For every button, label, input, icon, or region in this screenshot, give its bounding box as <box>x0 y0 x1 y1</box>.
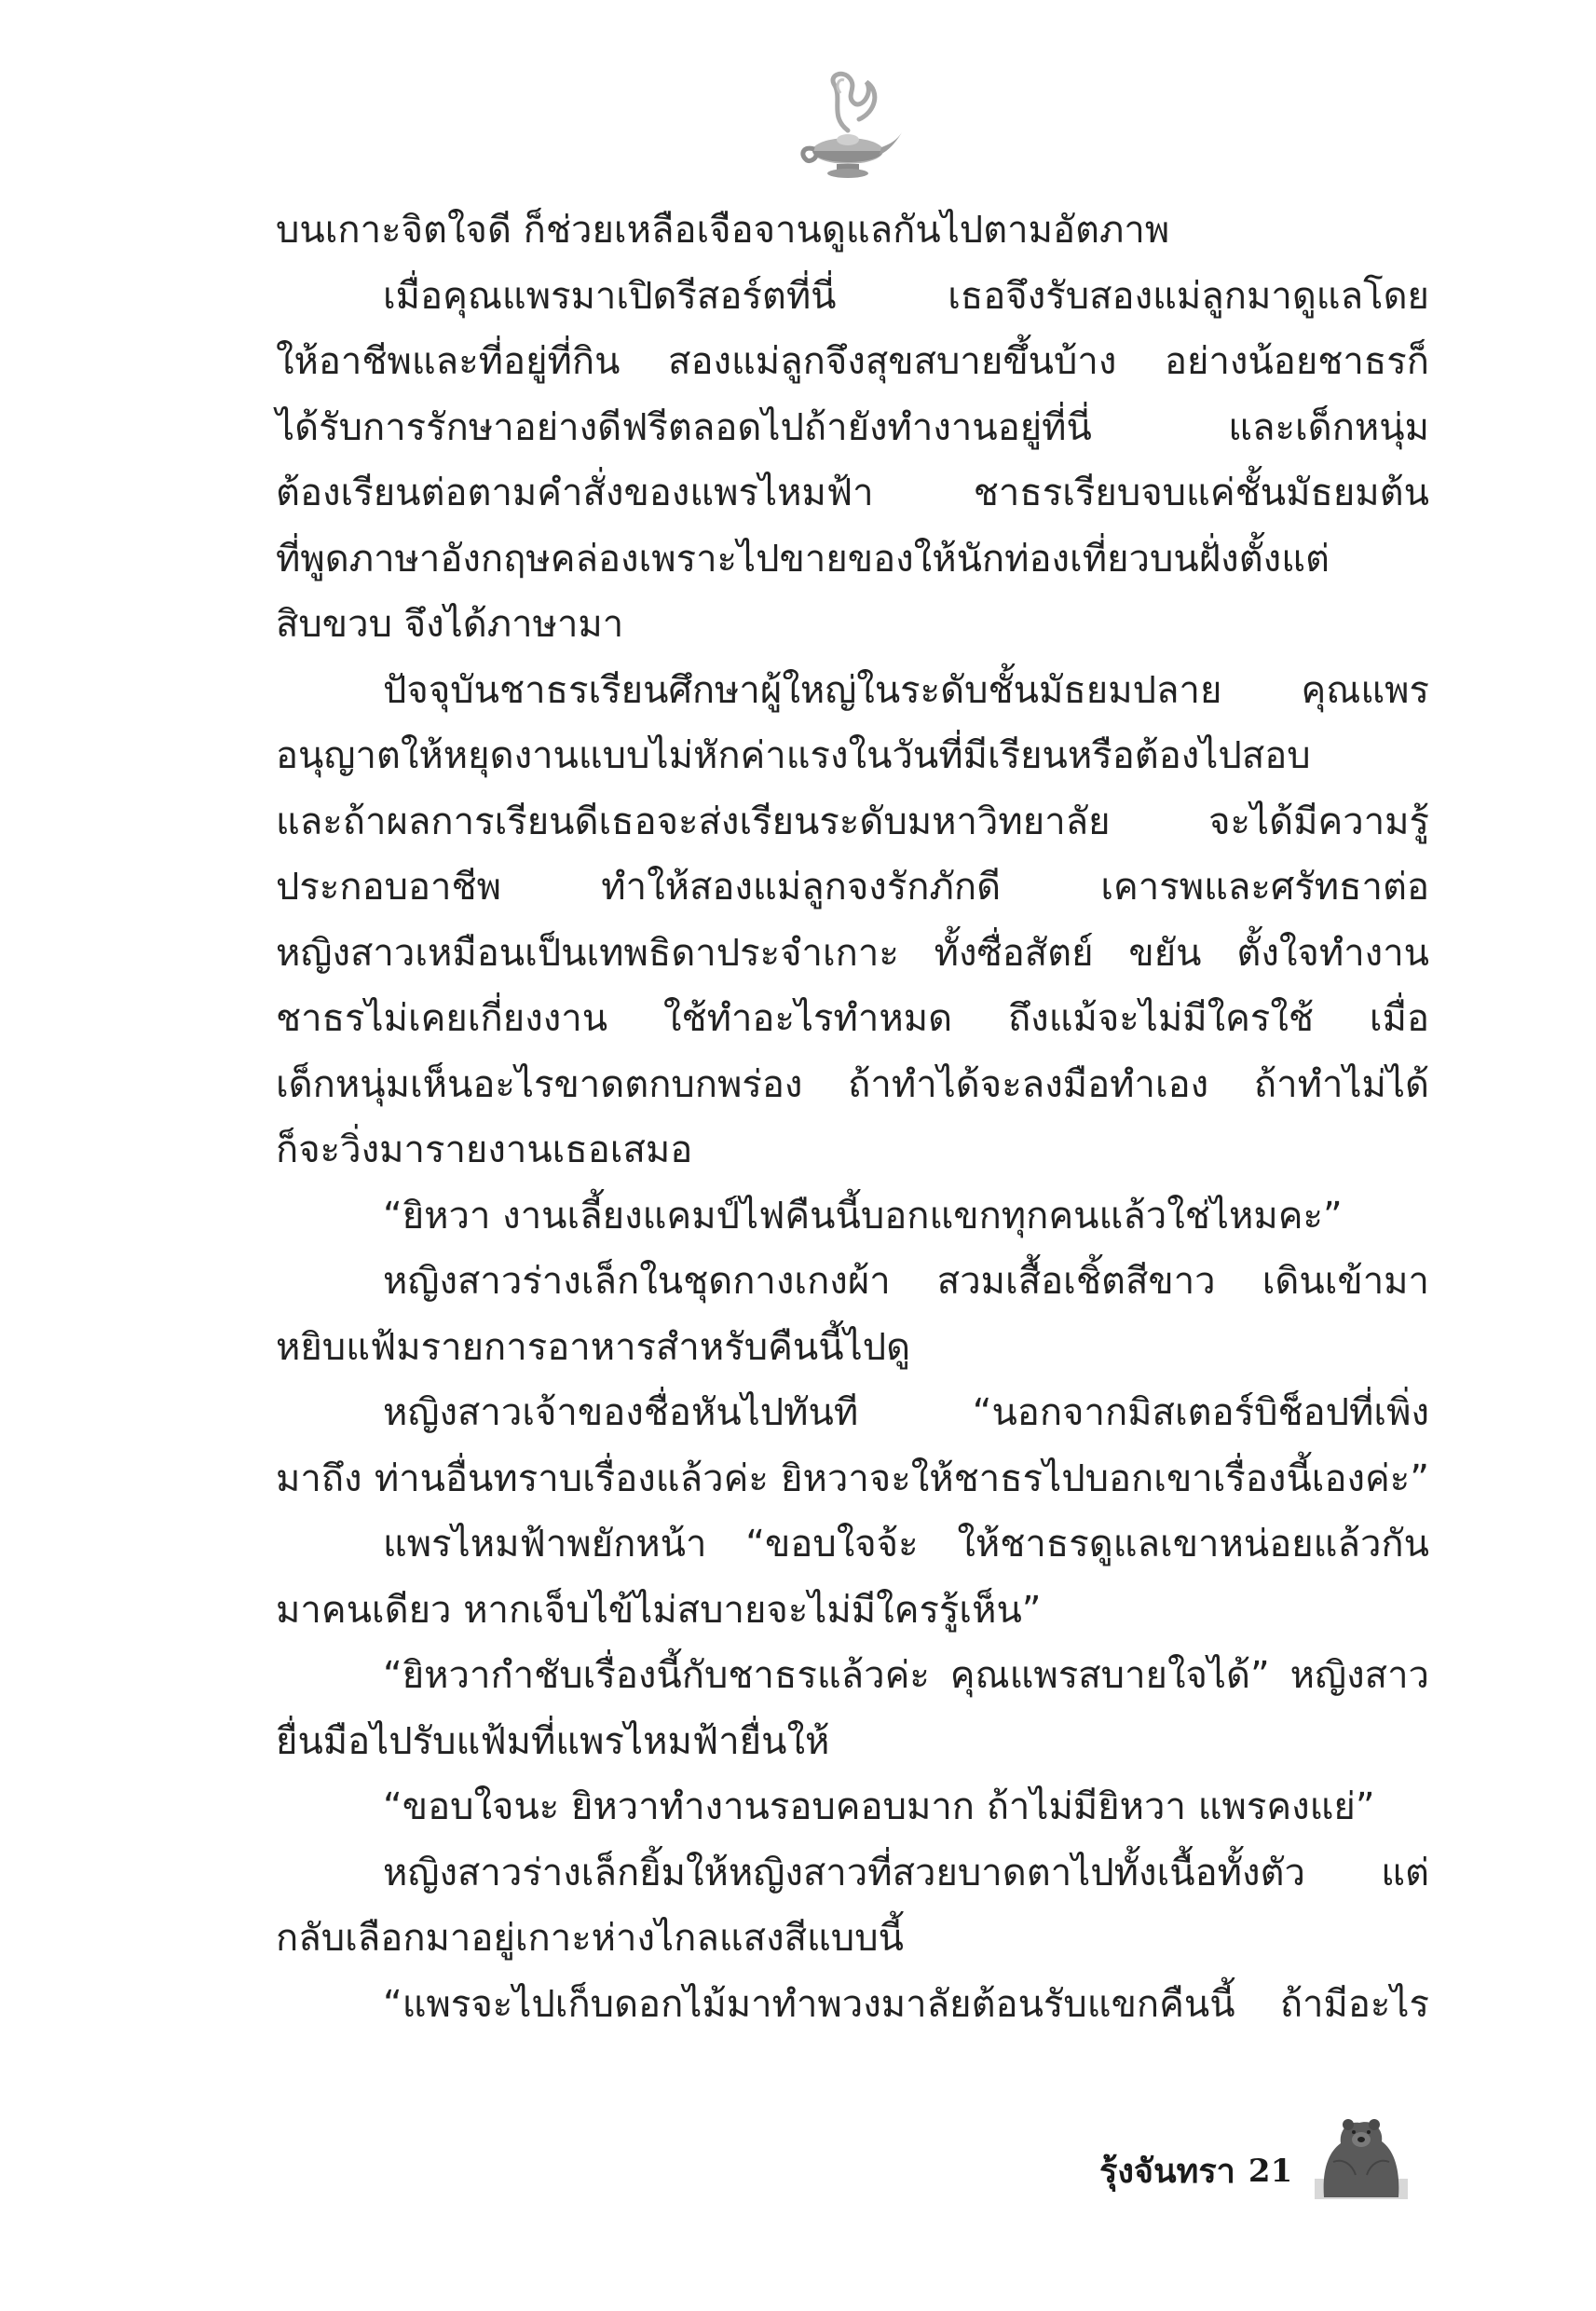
text-line: ยื่นมือไปรับแฟ้มที่แพรไหมฟ้ายื่นให้ <box>276 1719 830 1763</box>
text-line: ปัจจุบันชาธรเรียนศึกษาผู้ใหญ่ในระดับชั้นมัธยมปลาย คุณแพร <box>383 668 1429 712</box>
text-line: มาถึง ท่านอื่นทราบเรื่องแล้วค่ะ ยิหวาจะให้ชาธรไปบอกเขาเรื่องนี้เองค่ะ” <box>276 1456 1429 1500</box>
text-line: หญิงสาวร่างเล็กในชุดกางเกงผ้า สวมเสื้อเชิ้ตสีขาว เดินเข้ามา <box>383 1260 1429 1303</box>
page-footer <box>1099 2097 1408 2199</box>
text-line: “ขอบใจนะ ยิหวาทำงานรอบคอบมาก ถ้าไม่มียิหวา แพรคงแย่” <box>383 1785 1375 1828</box>
text-line: ชาธรไม่เคยเกี่ยงงาน ใช้ทำอะไรทำหมด ถึงแม้จะไม่มีใครใช้ เมื่อ <box>276 997 1429 1040</box>
text-line: ต้องเรียนต่อตามคำสั่งของแพรไหมฟ้า ชาธรเรียบจบแค่ชั้นมัธยมต้น <box>276 472 1429 514</box>
page-number: 21 <box>1248 2153 1293 2190</box>
text-line: ประกอบอาชีพ ทำให้สองแม่ลูกจงรักภักดี เคารพและศรัทธาต่อ <box>276 866 1429 909</box>
text-line: เมื่อคุณแพรมาเปิดรีสอร์ตที่นี่ เธอจึงรับสองแม่ลูกมาดูแลโดย <box>383 274 1429 318</box>
text-line: ที่พูดภาษาอังกฤษคล่องเพราะไปขายของให้นักท่องเที่ยวบนฝั่งตั้งแต่ <box>276 537 1330 581</box>
text-line: ให้อาชีพและที่อยู่ที่กิน สองแม่ลูกจึงสุขสบายขึ้นบ้าง อย่างน้อยชาธรก็ <box>276 340 1429 383</box>
book-title: รุ้งจันทรา <box>1099 2152 1235 2191</box>
text-line: “ยิหวากำชับเรื่องนี้กับชาธรแล้วค่ะ คุณแพรสบายใจได้” หญิงสาว <box>383 1654 1429 1697</box>
text-line: บนเกาะจิตใจดี ก็ช่วยเหลือเจือจานดูแลกันไปตามอัตภาพ <box>276 209 1170 252</box>
text-line: ก็จะวิ่งมารายงานเธอเสมอ <box>276 1128 693 1171</box>
body-text <box>276 198 1429 2037</box>
text-line: สิบขวบ จึงได้ภาษามา <box>276 603 624 646</box>
text-line: หญิงสาวเจ้าของชื่อหันไปทันที “นอกจากมิสเตอร์บิช็อปที่เพิ่ง <box>383 1391 1429 1434</box>
bear-icon <box>1315 2097 1408 2199</box>
genie-lamp-icon <box>792 65 904 186</box>
text-line: เด็กหนุ่มเห็นอะไรขาดตกบกพร่อง ถ้าทำได้จะลงมือทำเอง ถ้าทำไม่ได้ <box>276 1062 1429 1106</box>
text-line: “แพรจะไปเก็บดอกไม้มาทำพวงมาลัยต้อนรับแขกคืนนี้ ถ้ามีอะไร <box>383 1982 1429 2026</box>
text-line: และถ้าผลการเรียนดีเธอจะส่งเรียนระดับมหาวิทยาลัย จะได้มีความรู้ <box>276 800 1429 843</box>
text-line: หญิงสาวเหมือนเป็นเทพธิดาประจำเกาะ ทั้งซื่อสัตย์ ขยัน ตั้งใจทำงาน <box>276 931 1429 975</box>
text-line: หญิงสาวร่างเล็กยิ้มให้หญิงสาวที่สวยบาดตาไปทั้งเนื้อทั้งตัว แต่ <box>383 1851 1429 1894</box>
text-line: อนุญาตให้หยุดงานแบบไม่หักค่าแรงในวันที่มีเรียนหรือต้องไปสอบ <box>276 734 1311 777</box>
text-line: ได้รับการรักษาอย่างดีฟรีตลอดไปถ้ายังทำงานอยู่ที่นี่ และเด็กหนุ่ม <box>276 405 1429 449</box>
text-line: มาคนเดียว หากเจ็บไข้ไม่สบายจะไม่มีใครรู้เห็น” <box>276 1588 1042 1632</box>
text-line: แพรไหมฟ้าพยักหน้า “ขอบใจจ้ะ ให้ชาธรดูแลเขาหน่อยแล้วกัน <box>383 1523 1429 1566</box>
text-line: “ยิหวา งานเลี้ยงแคมป์ไฟคืนนี้บอกแขกทุกคนแล้วใช่ไหมคะ” <box>383 1194 1343 1238</box>
text-line: หยิบแฟ้มรายการอาหารสำหรับคืนนี้ไปดู <box>276 1325 911 1369</box>
text-line: กลับเลือกมาอยู่เกาะห่างไกลแสงสีแบบนี้ <box>276 1917 904 1960</box>
